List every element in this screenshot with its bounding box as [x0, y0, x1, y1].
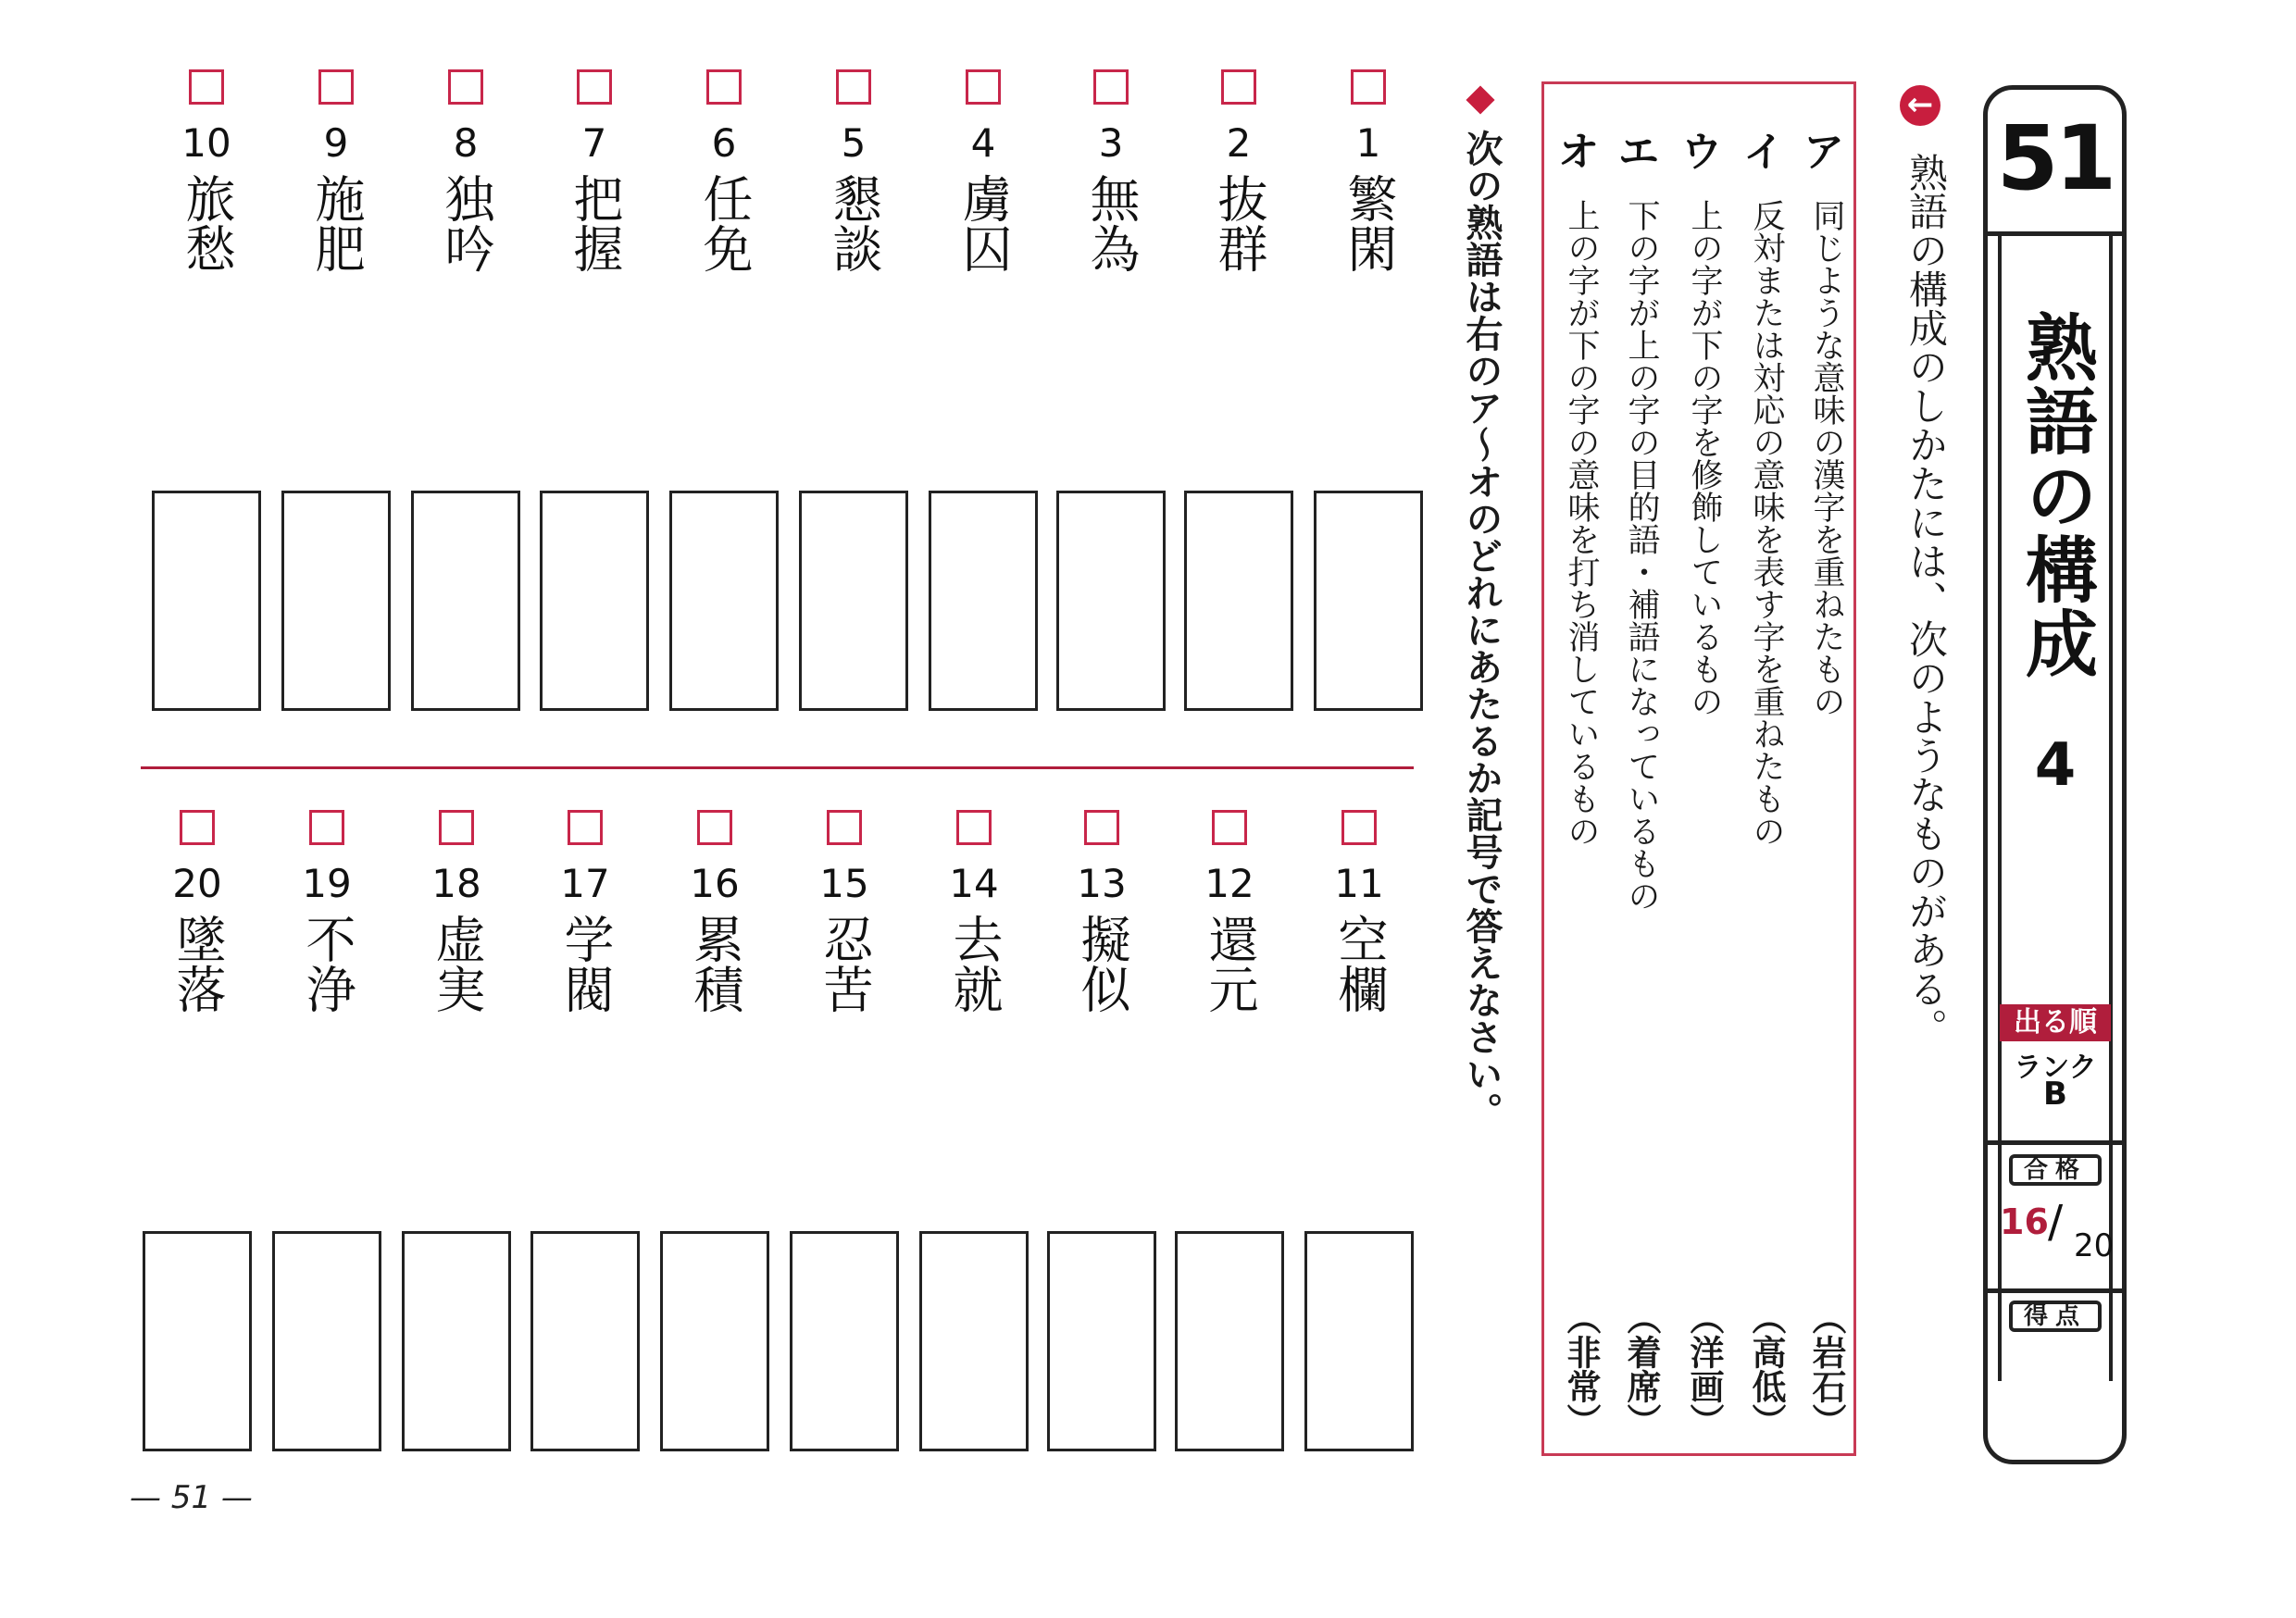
question-number: 8 — [453, 120, 479, 166]
question-word: 忍苦 — [816, 914, 874, 1014]
question-word: 把握 — [566, 173, 624, 273]
check-box[interactable] — [1221, 69, 1256, 105]
question-number: 9 — [323, 120, 349, 166]
lesson-number-badge: 51 — [1983, 85, 2127, 236]
pass-total: 20 — [2074, 1227, 2115, 1264]
rank-label: 出る順 — [2000, 1004, 2111, 1041]
title-number: 4 — [2034, 731, 2077, 800]
category-description: 上の字が下の字の意味を打ち消しているもの — [1563, 199, 1600, 847]
check-box[interactable] — [697, 810, 732, 845]
answer-box[interactable] — [1314, 491, 1423, 711]
question-number: 12 — [1204, 861, 1254, 906]
check-box[interactable] — [448, 69, 483, 105]
answer-box[interactable] — [1056, 491, 1166, 711]
diamond-bullet-icon — [1466, 85, 1494, 114]
question-word: 旅愁 — [178, 173, 236, 273]
question-word: 去就 — [945, 914, 1004, 1014]
intro-text: 熟語の構成のしかたには、次のようなものがある。 — [1903, 153, 1949, 1047]
question-number: 3 — [1098, 120, 1124, 166]
category-letter: イ — [1743, 129, 1784, 176]
category-description: 同じような意味の漢字を重ねたもの — [1808, 199, 1845, 717]
category-example: （非常） — [1561, 1301, 1602, 1438]
check-box[interactable] — [568, 810, 603, 845]
answer-box[interactable] — [790, 1231, 899, 1451]
answer-box[interactable] — [929, 491, 1038, 711]
question-word: 還元 — [1201, 914, 1259, 1014]
check-box[interactable] — [1351, 69, 1386, 105]
answer-box[interactable] — [660, 1231, 769, 1451]
question-number: 20 — [172, 861, 222, 906]
answer-box[interactable] — [1304, 1231, 1414, 1451]
check-box[interactable] — [318, 69, 354, 105]
question-number: 2 — [1226, 120, 1252, 166]
question-number: 11 — [1334, 861, 1384, 906]
check-box[interactable] — [1093, 69, 1129, 105]
check-box[interactable] — [1341, 810, 1377, 845]
check-box[interactable] — [1212, 810, 1247, 845]
question-number: 15 — [819, 861, 869, 906]
category-description: 下の字が上の字の目的語・補語になっているもの — [1623, 199, 1660, 912]
check-box[interactable] — [827, 810, 862, 845]
check-box[interactable] — [706, 69, 742, 105]
sidebar-divider — [1983, 1288, 2127, 1293]
question-word: 懇談 — [825, 173, 883, 273]
answer-box[interactable] — [919, 1231, 1029, 1451]
category-letter: ア — [1803, 129, 1844, 176]
question-word: 虚実 — [428, 914, 486, 1014]
question-number: 13 — [1077, 861, 1127, 906]
check-box[interactable] — [189, 69, 224, 105]
check-box[interactable] — [577, 69, 612, 105]
score-label: 得点 — [2009, 1301, 2102, 1332]
answer-box[interactable] — [1175, 1231, 1284, 1451]
category-example: （岩石） — [1806, 1301, 1847, 1438]
check-box[interactable] — [966, 69, 1001, 105]
category-example: （高低） — [1746, 1301, 1787, 1438]
question-word: 学閥 — [556, 914, 615, 1014]
answer-box[interactable] — [540, 491, 649, 711]
question-word: 独吟 — [437, 173, 495, 273]
check-box[interactable] — [439, 810, 474, 845]
answer-box[interactable] — [281, 491, 391, 711]
answer-box[interactable] — [1047, 1231, 1156, 1451]
slash-divider: / — [2048, 1196, 2064, 1248]
category-description: 上の字が下の字を修飾しているもの — [1686, 199, 1723, 717]
rank-value: B — [2043, 1076, 2067, 1113]
question-number: 7 — [581, 120, 607, 166]
page-title: 熟語の構成 — [2014, 310, 2097, 680]
answer-box[interactable] — [272, 1231, 381, 1451]
question-word: 無為 — [1082, 173, 1141, 273]
question-word: 任免 — [695, 173, 754, 273]
category-letter: エ — [1618, 129, 1659, 176]
check-box[interactable] — [956, 810, 992, 845]
page-number: — 51 — — [130, 1479, 253, 1516]
category-example: （洋画） — [1684, 1301, 1725, 1438]
question-word: 繁閑 — [1340, 173, 1398, 273]
question-word: 不浄 — [298, 914, 356, 1014]
category-letter: オ — [1558, 129, 1599, 176]
question-word: 擬似 — [1073, 914, 1131, 1014]
check-box[interactable] — [180, 810, 215, 845]
question-number: 6 — [711, 120, 737, 166]
check-box[interactable] — [1084, 810, 1119, 845]
answer-box[interactable] — [411, 491, 520, 711]
answer-box[interactable] — [669, 491, 779, 711]
question-word: 虜囚 — [955, 173, 1013, 273]
check-box[interactable] — [836, 69, 871, 105]
answer-box[interactable] — [1184, 491, 1293, 711]
category-letter: ウ — [1681, 129, 1722, 176]
question-number: 14 — [949, 861, 999, 906]
row-divider — [141, 766, 1414, 769]
question-word: 墜落 — [168, 914, 227, 1014]
check-box[interactable] — [309, 810, 344, 845]
question-number: 16 — [690, 861, 740, 906]
category-description: 反対または対応の意味を表す字を重ねたもの — [1748, 199, 1785, 847]
answer-box[interactable] — [402, 1231, 511, 1451]
question-word: 施肥 — [307, 173, 366, 273]
answer-box[interactable] — [152, 491, 261, 711]
question-word: 累積 — [686, 914, 744, 1014]
question-number: 19 — [302, 861, 352, 906]
rank-word: ランク — [2014, 1052, 2097, 1084]
answer-box[interactable] — [799, 491, 908, 711]
question-number: 4 — [970, 120, 996, 166]
question-number: 18 — [431, 861, 481, 906]
question-number: 17 — [560, 861, 610, 906]
pass-label: 合格 — [2009, 1154, 2102, 1186]
sidebar-divider — [1983, 1140, 2127, 1145]
question-number: 5 — [841, 120, 867, 166]
instruction-text: 次の熟語は右のア～オのどれにあたるか記号で答えなさい。 — [1460, 130, 1503, 1129]
answer-box[interactable] — [530, 1231, 640, 1451]
question-word: 空欄 — [1330, 914, 1389, 1014]
question-word: 抜群 — [1210, 173, 1268, 273]
answer-box[interactable] — [143, 1231, 252, 1451]
category-example: （着席） — [1621, 1301, 1662, 1438]
question-number: 1 — [1355, 120, 1381, 166]
back-arrow-icon[interactable]: ← — [1900, 85, 1940, 126]
question-number: 10 — [181, 120, 231, 166]
pass-score: 16 — [2000, 1201, 2049, 1242]
